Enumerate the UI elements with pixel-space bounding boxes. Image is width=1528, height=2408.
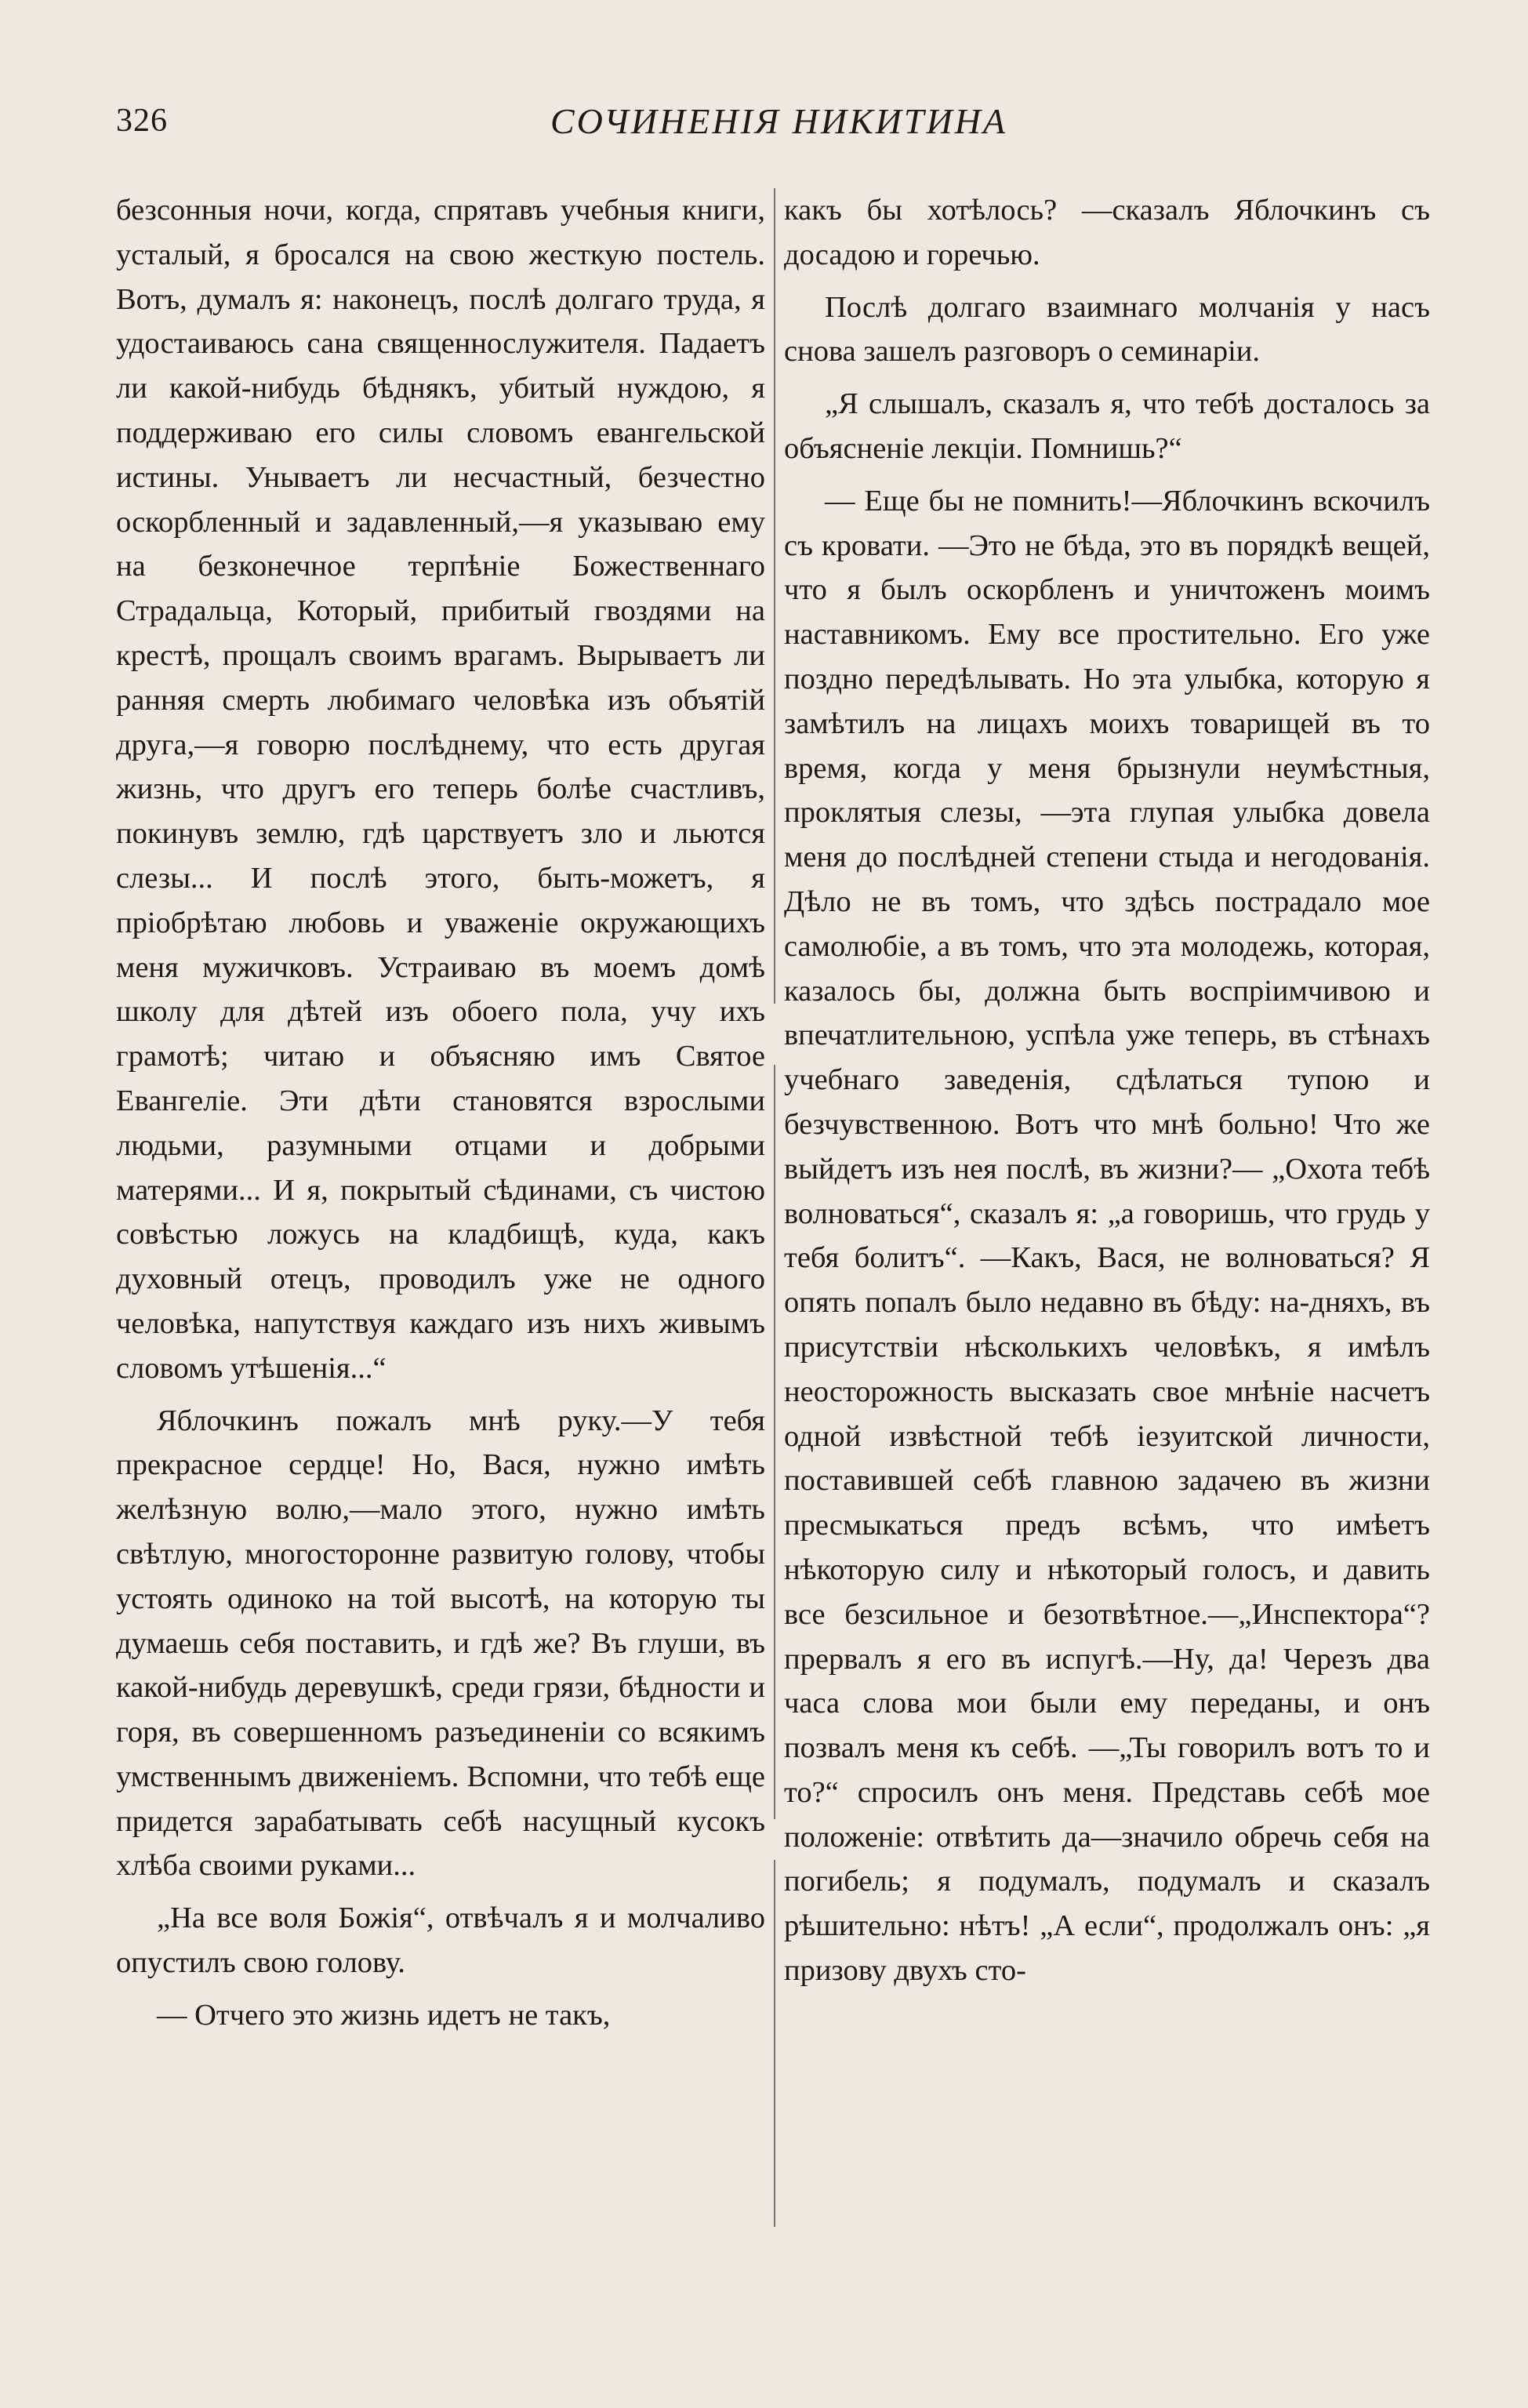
paragraph: безсонныя ночи, когда, спрятавъ учебныя книги, усталый, я бросался на свою жесткую постель. Вотъ, думалъ я: наконецъ, послѣ долгаго труда, я удостаиваюсь сана священнослужителя. Падаетъ ли какой-нибудь бѣднякъ, убитый нуждою, я поддерживаю его силы словомъ евангельской истины. Унываетъ ли несчастный, безчестно оскорбленный и задавленный,—я указываю ему на безконечное терпѣніе Божественнаго Страдальца, Который, прибитый гвоздями на крестѣ, прощалъ своимъ врагамъ. Вырываетъ ли ранняя смерть любимаго человѣка изъ объятій друга,—я говорю послѣднему, что есть другая жизнь, что другъ его теперь болѣе счастливъ, покинувъ землю, гдѣ царствуетъ зло и льются слезы... И послѣ этого, быть-можетъ, я пріобрѣтаю любовь и уваженіе окружающихъ меня мужичковъ. Устраиваю въ моемъ домѣ школу для дѣтей изъ обоего пола, учу ихъ грамотѣ; читаю и объясняю имъ Святое Евангеліе. Эти дѣти становятся взрослыми людьми, разумными отцами и добрыми матерями... И я, покрытый сѣдинами, съ чистою совѣстью ложусь на кладбищѣ, куда, какъ духовный отецъ, проводилъ уже не одного человѣка, напутствуя каждаго изъ нихъ живымъ словомъ утѣшенія...“: [116, 194, 765, 1385]
paragraph: Яблочкинъ пожалъ мнѣ руку.—У тебя прекрасное сердце! Но, Вася, нужно имѣть желѣзную волю,—мало этого, нужно имѣть свѣтлую, многосторонне развитую голову, чтобы устоять одиноко на той высотѣ, на которую ты думаешь себя поставить, и гдѣ же? Въ глуши, въ какой-нибудь деревушкѣ, среди грязи, бѣдности и горя, въ совершенномъ разъединеніи со всякимъ умственнымъ движеніемъ. Вспомни, что тебѣ еще придется зарабатывать себѣ насущный кусокъ хлѣба своими руками...: [116, 1404, 765, 1883]
paragraph: какъ бы хотѣлось? —сказалъ Яблочкинъ съ досадою и горечью.: [784, 194, 1430, 271]
running-title: СОЧИНЕНІЯ НИКИТИНА: [550, 101, 1007, 141]
paragraph: Послѣ долгаго взаимнаго молчанія у насъ снова зашелъ разговоръ о семинаріи.: [784, 290, 1430, 369]
paragraph: — Еще бы не помнить!—Яблочкинъ вскочилъ съ кровати. —Это не бѣда, это въ порядкѣ вещей, что я былъ оскорбленъ и уничтоженъ моимъ наставникомъ. Ему все простительно. Его уже поздно передѣлывать. Но эта улыбка, которую я замѣтилъ на лицахъ моихъ товарищей въ то время, когда у меня брызнули неумѣстныя, проклятыя слезы, —эта глупая улыбка довела меня до послѣдней степени стыда и негодованія. Дѣло не въ томъ, что здѣсь пострадало мое самолюбіе, а въ томъ, что эта молодежь, которая, казалось бы, должна быть воспріимчивою и впечатлительною, успѣла уже теперь, въ стѣнахъ учебнаго заведенія, сдѣлаться тупою и безчувственною. Вотъ что мнѣ больно! Что же выйдетъ изъ нея послѣ, въ жизни?— „Охота тебѣ волноваться“, сказалъ я: „а говоришь, что грудь у тебя болитъ“. —Какъ, Вася, не волноваться? Я опять попалъ было недавно въ бѣду: на-дняхъ, въ присутствіи нѣсколькихъ человѣкъ, я имѣлъ неосторожность высказать свое мнѣніе насчетъ одной извѣстной тебѣ іезуитской личности, поставившей себѣ главною задачею въ жизни пресмыкаться предъ всѣмъ, что имѣетъ нѣкоторую силу и нѣкоторый голосъ, и давить все безсильное и безотвѣтное.—„Инспектора“? прервалъ я его въ испугѣ.—Ну, да! Черезъ два часа слова мои были ему переданы, и онъ позвалъ меня къ себѣ. —„Ты говорилъ вотъ то и то?“ спросилъ онъ меня. Представь себѣ мое положеніе: отвѣтить да—значило обречь себя на погибель; я подумалъ, подумалъ и сказалъ рѣшительно: нѣтъ! „А если“, продолжалъ онъ: „я призову двухъ сто-: [784, 484, 1430, 1988]
paragraph: „Я слышалъ, сказалъ я, что тебѣ досталось за объясненіе лекціи. Помнишь?“: [784, 387, 1430, 465]
page-number: 326: [116, 103, 168, 139]
paragraph: — Отчего это жизнь идетъ не такъ,: [157, 1998, 611, 2032]
left-column: [116, 188, 765, 2274]
paragraph: „На все воля Божія“, отвѣчалъ я и молчаливо опустилъ свою голову.: [116, 1901, 765, 1980]
page-header: [116, 102, 1442, 157]
column-divider: [774, 188, 775, 2227]
right-column: [784, 188, 1430, 2274]
